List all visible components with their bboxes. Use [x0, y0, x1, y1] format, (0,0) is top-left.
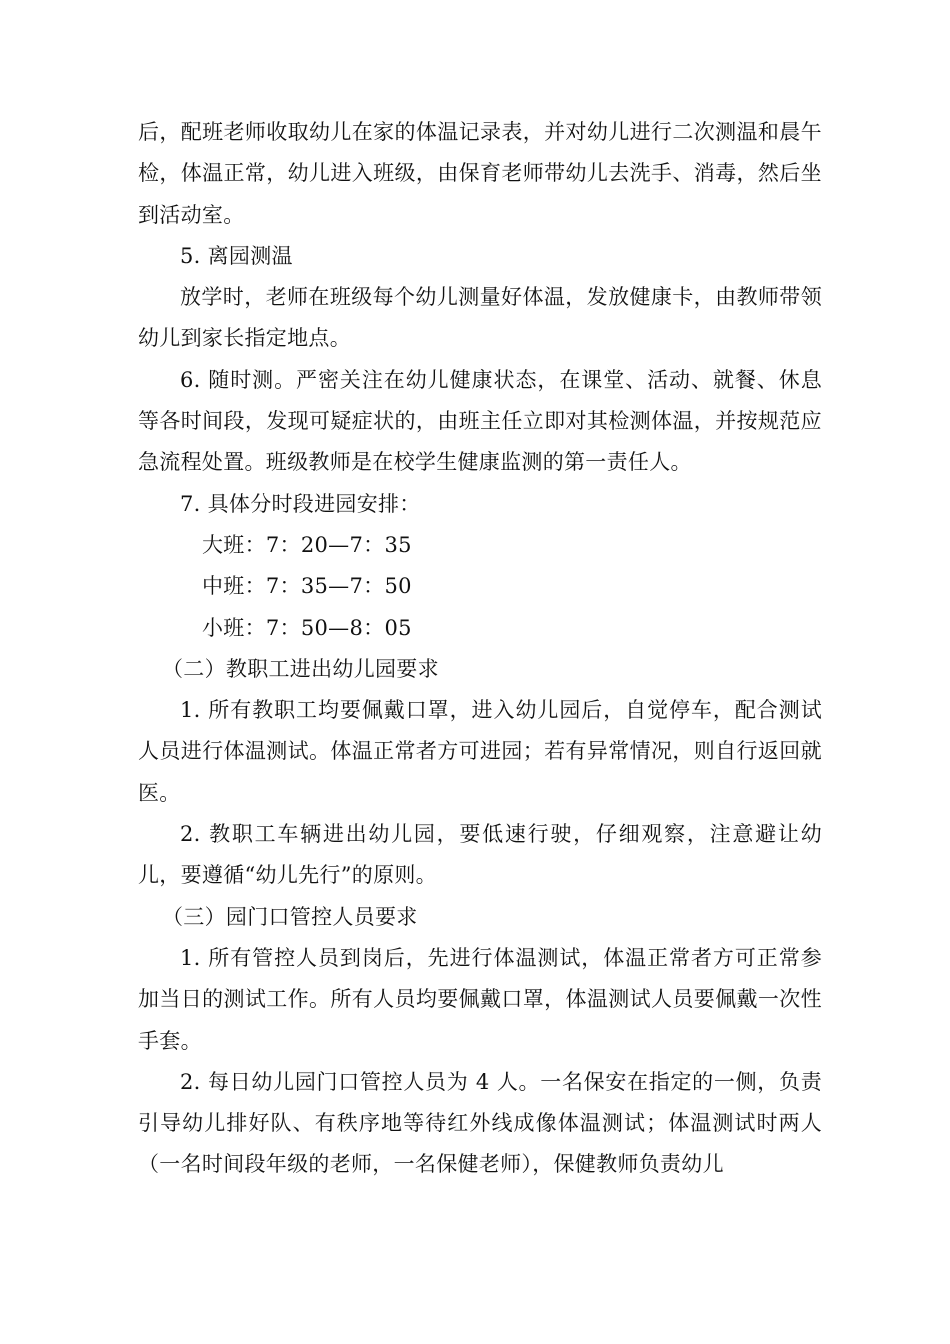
schedule-large-class: 大班：7：20—7：35: [202, 532, 412, 557]
document-page: [138, 112, 822, 1186]
section-heading-gate-control: （三）园门口管控人员要求: [162, 904, 418, 929]
item-7-heading: 7. 具体分时段进园安排：: [180, 491, 421, 516]
item-5-body: 放学时，老师在班级每个幼儿测量好体温，发放健康卡，由教师带领幼儿到家长指定地点。: [138, 285, 822, 351]
staff-item-1: 1. 所有教职工均要佩戴口罩，进入幼儿园后，自觉停车，配合测试人员进行体温测试。体温正常者方可进园；若有异常情况，则自行返回就医。: [138, 698, 822, 805]
paragraph-continuation: 后，配班老师收取幼儿在家的体温记录表，并对幼儿进行二次测温和晨午检，体温正常，幼儿进入班级，由保育老师带幼儿去洗手、消毒，然后坐到活动室。: [138, 120, 822, 227]
item-5-heading: 5. 离园测温: [180, 243, 293, 268]
section-heading-staff: （二）教职工进出幼儿园要求: [162, 656, 439, 681]
item-6: 6. 随时测。严密关注在幼儿健康状态，在课堂、活动、就餐、休息等各时间段，发现可疑症状的，由班主任立即对其检测体温，并按规范应急流程处置。班级教师是在校学生健康监测的第一责任人。: [138, 367, 822, 475]
gate-item-2: 2. 每日幼儿园门口管控人员为 4 人。一名保安在指定的一侧，负责引导幼儿排好队、有秩序地等待红外线成像体温测试；体温测试时两人（一名时间段年级的老师，一名保健老师），保健教师负责幼儿: [138, 1069, 822, 1177]
staff-item-2: 2. 教职工车辆进出幼儿园，要低速行驶，仔细观察，注意避让幼儿，要遵循“幼儿先行”的原则。: [138, 822, 822, 888]
gate-item-1: 1. 所有管控人员到岗后，先进行体温测试，体温正常者方可正常参加当日的测试工作。所有人员均要佩戴口罩，体温测试人员要佩戴一次性手套。: [138, 945, 822, 1053]
schedule-small-class: 小班：7：50—8：05: [202, 615, 412, 640]
schedule-middle-class: 中班：7：35—7：50: [202, 574, 412, 599]
